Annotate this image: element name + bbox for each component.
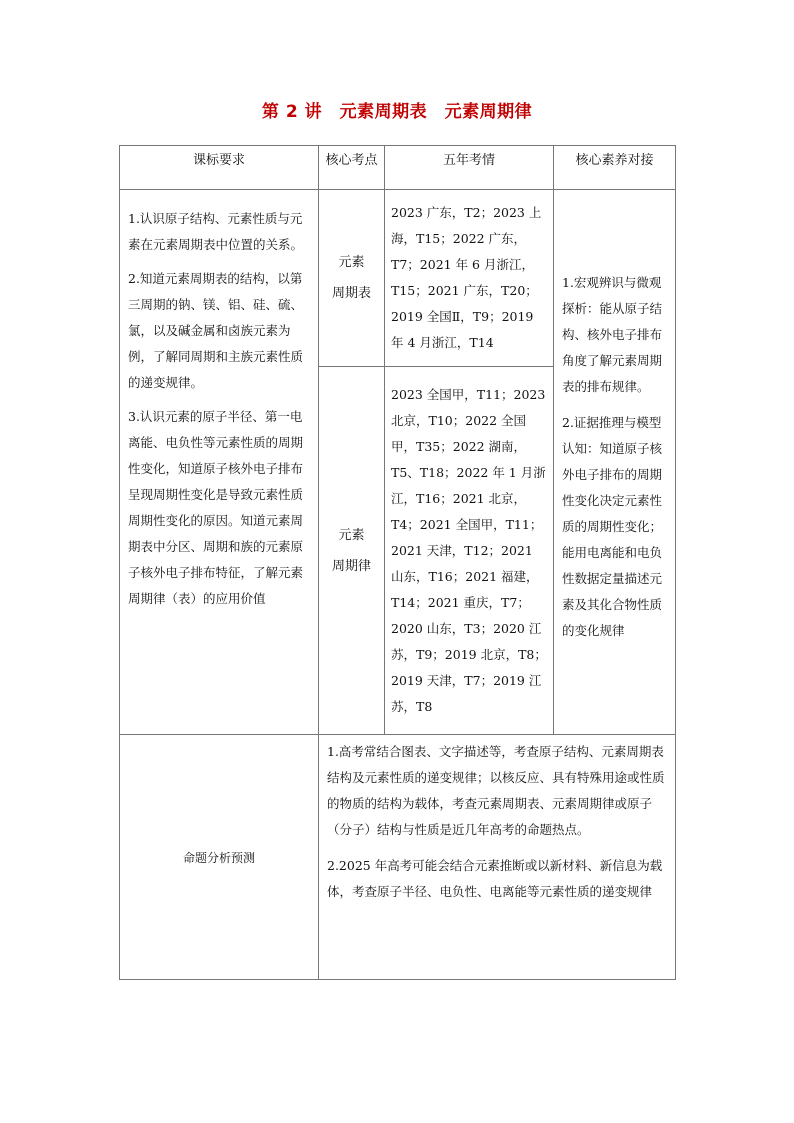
header-key-points: 核心考点 [319, 146, 385, 190]
analysis-label: 命题分析预测 [120, 735, 319, 980]
key-point-periodic-law: 元素 周期律 [319, 367, 385, 735]
header-row [120, 146, 676, 190]
header-core-literacy: 核心素养对接 [554, 146, 676, 190]
overview-table [119, 145, 676, 980]
page-title: 第 2 讲 元素周期表 元素周期律 [261, 102, 533, 122]
analysis-2: 2.2025 年高考可能会结合元素推断或以新材料、新信息为载体，考查原子半径、电负性、电离能等元素性质的递变规律 [327, 858, 663, 899]
exam-history-periodic-table: 2023 广东，T2；2023 上海，T15；2022 广东，T7；2021 年 6 月浙江，T15；2021 广东，T20；2019 全国Ⅱ，T9；2019 年 4 月浙江，T14 [385, 190, 554, 367]
analysis-row [120, 735, 676, 980]
key-point-periodic-table: 元素 周期表 [319, 190, 385, 367]
analysis-cell [319, 735, 676, 980]
requirement-2: 2.知道元素周期表的结构，以第三周期的钠、镁、铝、硅、硫、氯，以及碱金属和卤族元素为例，了解同周期和主族元素性质的递变规律。 [128, 271, 304, 390]
table-row [120, 190, 676, 367]
literacy-1: 1.宏观辨识与微观探析：能从原子结构、核外电子排布角度了解元素周期表的排布规律。 [562, 275, 663, 394]
exam-history-periodic-law: 2023 全国甲，T11；2023 北京，T10；2022 全国甲，T35；2022 湖南，T5、T18；2022 年 1 月浙江，T16；2021 北京，T4；2021 全国甲，T11；2021 天津，T12；2021 山东，T16；2021 福建，T14；2021 重庆，T7；2020 山东，T3；2020 江苏，T9；2019 北京，T8；2019 天津，T7；2019 江苏，T8 [385, 367, 554, 735]
analysis-1: 1.高考常结合图表、文字描述等，考查原子结构、元素周期表结构及元素性质的递变规律；以核反应、具有特殊用途或性质的物质的结构为载体，考查元素周期表、元素周期律或原子（分子）结构与性质是近几年高考的命题热点。 [327, 744, 665, 837]
literacy-2: 2.证据推理与模型认知：知道原子核外电子排布的周期性变化决定元素性质的周期性变化；能用电离能和电负性数据定量描述元素及其化合物性质的变化规律 [562, 415, 663, 638]
header-requirements: 课标要求 [120, 146, 319, 190]
requirement-1: 1.认识原子结构、元素性质与元素在元素周期表中位置的关系。 [128, 211, 304, 252]
core-literacy-cell [554, 190, 676, 735]
requirements-cell [120, 190, 319, 735]
header-exam-history: 五年考情 [385, 146, 554, 190]
requirement-3: 3.认识元素的原子半径、第一电离能、电负性等元素性质的周期性变化，知道原子核外电子排布呈现周期性变化是导致元素性质周期性变化的原因。知道元素周期表中分区、周期和族的元素原子核外电子排布特征，了解元素周期律（表）的应用价值 [128, 409, 304, 606]
